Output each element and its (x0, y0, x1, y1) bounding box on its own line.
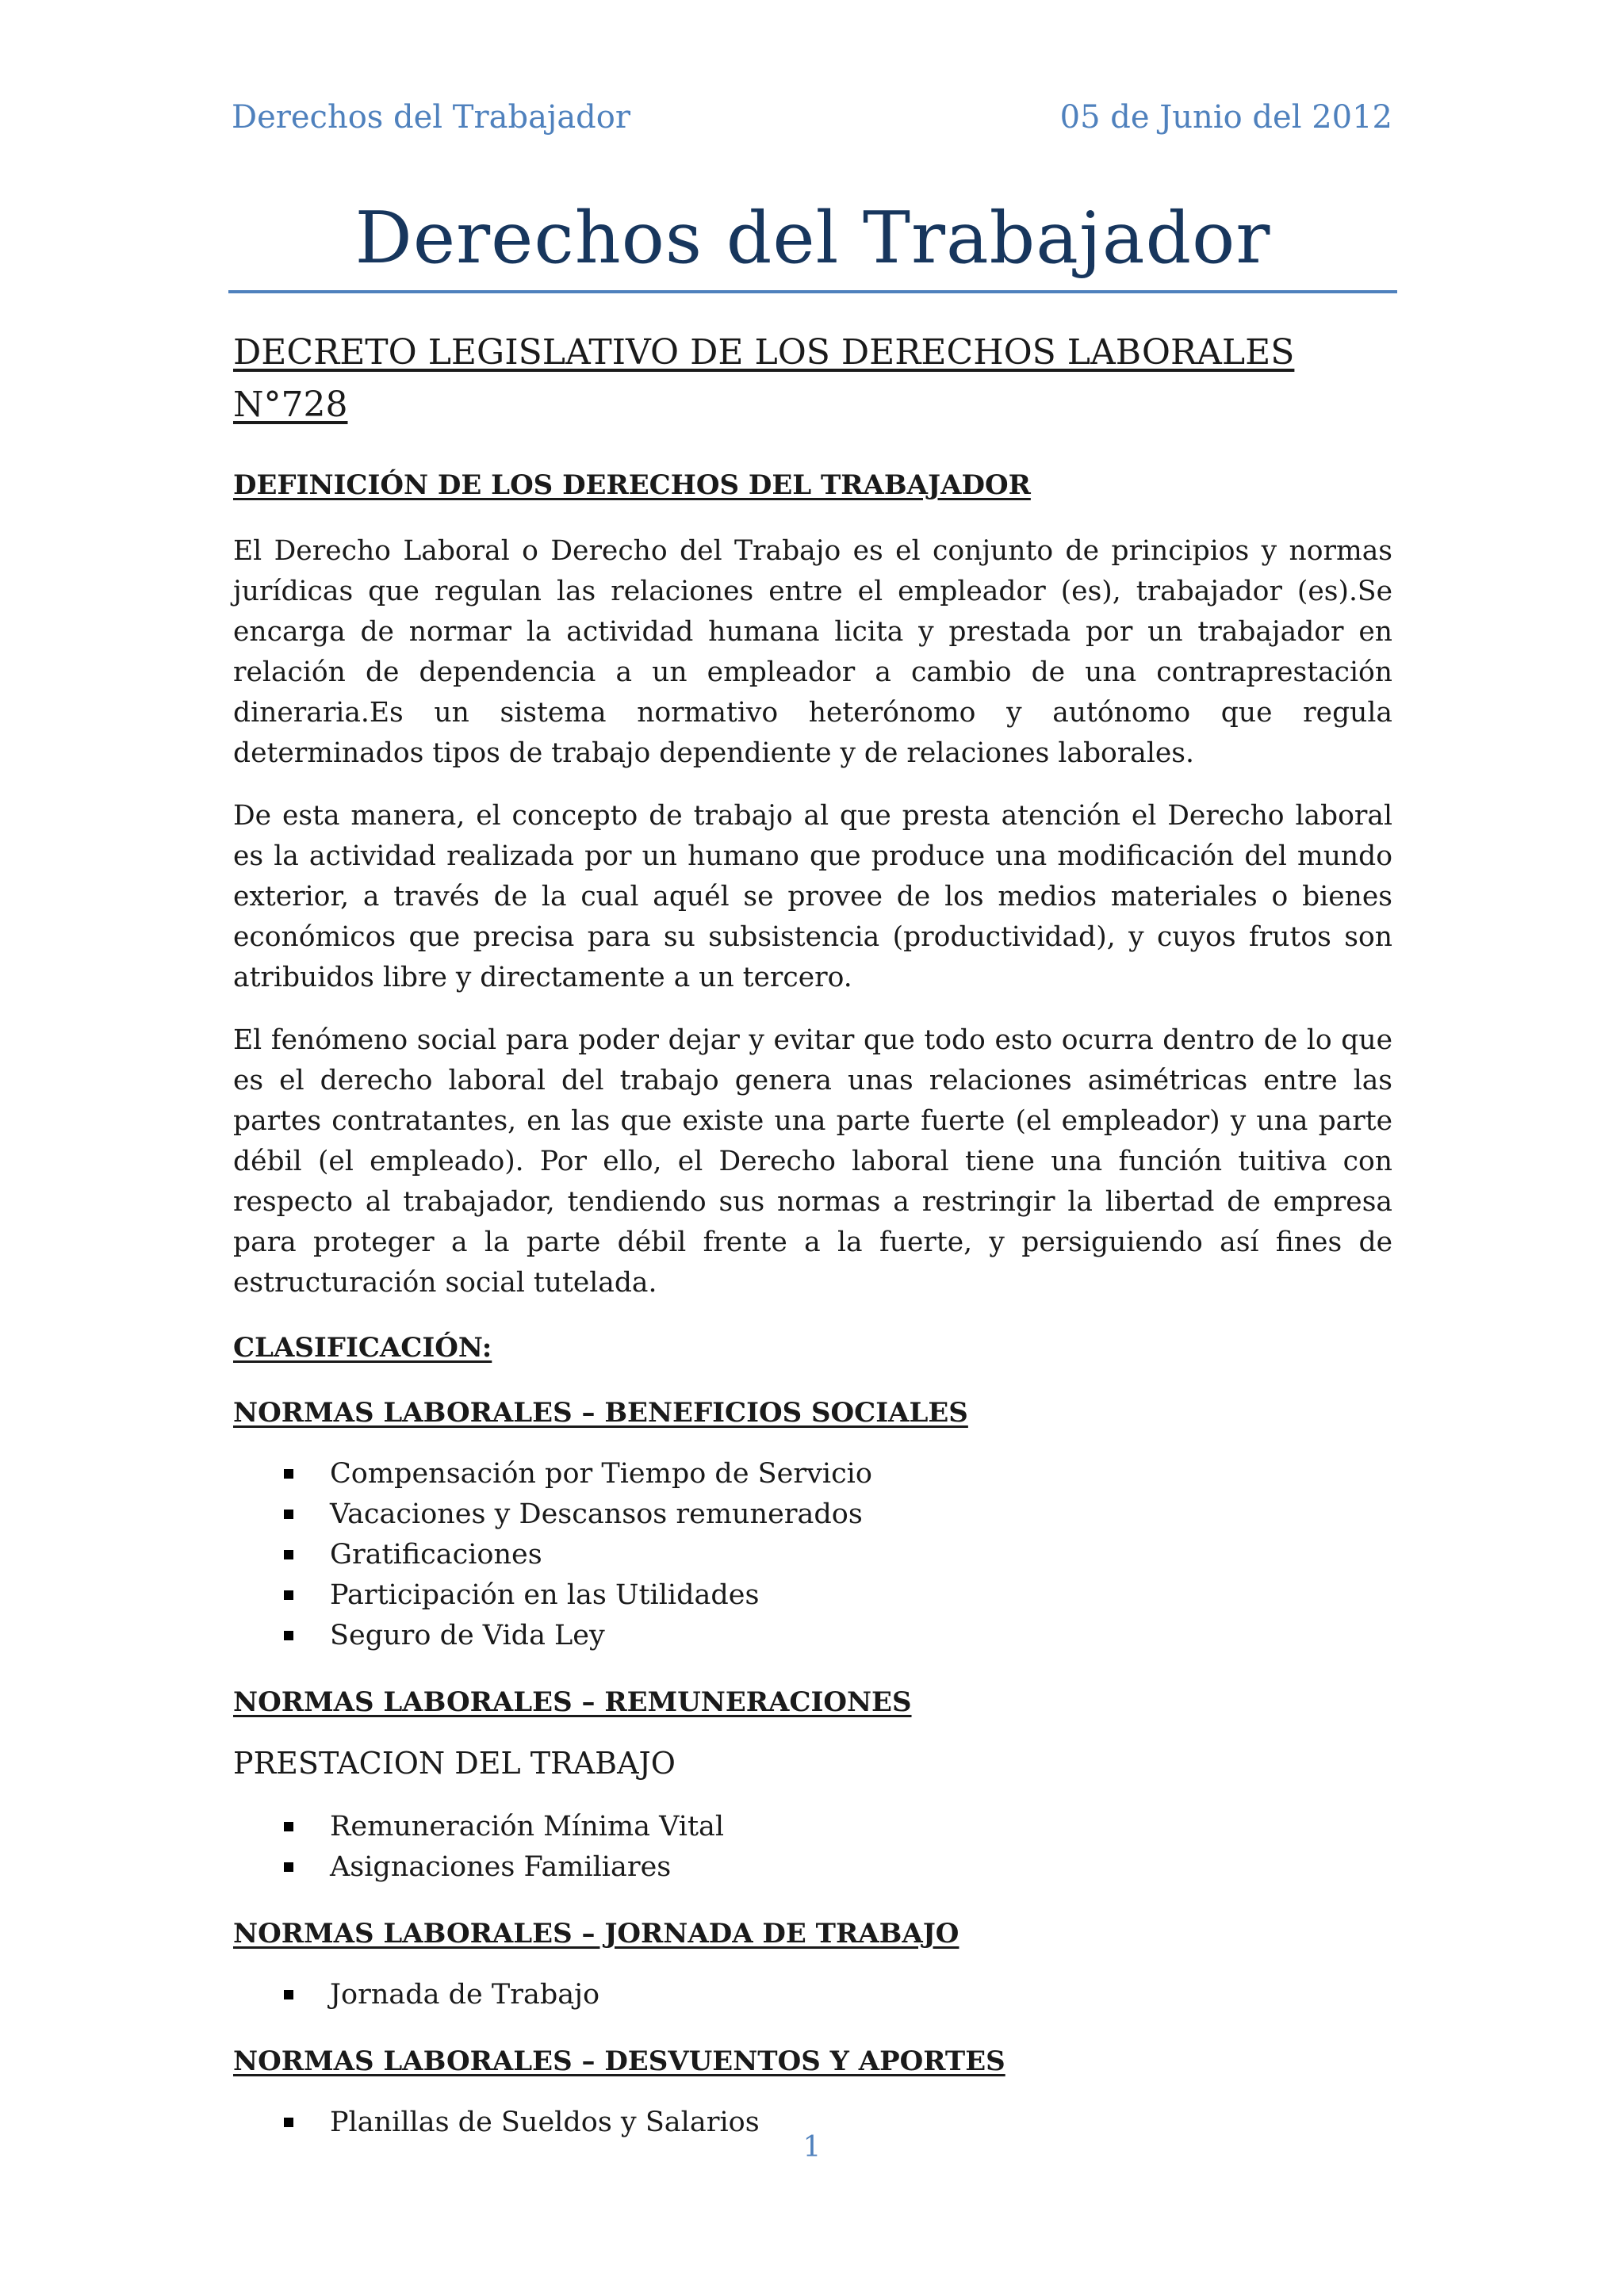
descuentos-heading: NORMAS LABORALES – DESVUENTOS Y APORTES (233, 2045, 1005, 2077)
remuneraciones-heading: NORMAS LABORALES – REMUNERACIONES (233, 1686, 912, 1718)
document-title: Derechos del Trabajador (354, 197, 1271, 280)
list-item (284, 1616, 1392, 1656)
header-left-title: Derechos del Trabajador (232, 99, 630, 136)
square-bullet-icon (284, 1631, 293, 1640)
list-item (284, 1535, 1392, 1575)
list-item-text: Gratificaciones (330, 1539, 542, 1571)
square-bullet-icon (284, 2118, 293, 2127)
jornada-list (233, 1975, 1392, 2015)
list-item (284, 1575, 1392, 1616)
title-block (228, 189, 1397, 293)
square-bullet-icon (284, 1990, 293, 1999)
running-header (232, 95, 1392, 140)
square-bullet-icon (284, 1550, 293, 1559)
prestacion-subheading: PRESTACION DEL TRABAJO (233, 1746, 676, 1781)
square-bullet-icon (284, 1510, 293, 1519)
definition-paragraph: El Derecho Laboral o Derecho del Trabajo es el conjunto de principios y normas jurídicas que regulan las relaciones entre el empleador (es), trabajador (es).Se encarga de normar la actividad humana licita y prestada por un trabajador en relación de dependencia a un empleador a cambio de una contraprestación dineraria.Es un sistema normativo heterónomo y autónomo que regula determinados tipos de trabajo dependiente y de relaciones laborales. (233, 535, 1392, 769)
classification-heading: CLASIFICACIÓN: (233, 1332, 492, 1364)
list-item-text: Asignaciones Familiares (330, 1851, 672, 1883)
beneficios-list (233, 1454, 1392, 1656)
header-date: 05 de Junio del 2012 (1059, 99, 1392, 136)
square-bullet-icon (284, 1822, 293, 1831)
list-item-text: Planillas de Sueldos y Salarios (330, 2107, 760, 2138)
square-bullet-icon (284, 1469, 293, 1479)
list-item-text: Remuneración Mínima Vital (330, 1811, 725, 1843)
page-number: 1 (802, 2131, 822, 2164)
list-item (284, 1975, 1392, 2015)
list-item-text: Compensación por Tiempo de Servicio (330, 1458, 872, 1490)
list-item-text: Seguro de Vida Ley (330, 1620, 605, 1651)
document-body (233, 327, 1392, 2167)
definition-paragraph: El fenómeno social para poder dejar y evitar que todo esto ocurra dentro de lo que es el derecho laboral del trabajo genera unas relaciones asimétricas entre las partes contratantes, en las que existe una parte fuerte (el empleador) y una parte débil (el empleado). Por ello, el Derecho laboral tiene una función tuitiva con respecto al trabajador, tendiendo sus normas a restringir la libertad de empresa para proteger a la parte débil frente a la fuerte, y persiguiendo así fines de estructuración social tutelada. (233, 1024, 1392, 1299)
list-item-text: Jornada de Trabajo (330, 1979, 600, 2011)
square-bullet-icon (284, 1862, 293, 1872)
list-item (284, 1807, 1392, 1847)
list-item (284, 1847, 1392, 1888)
square-bullet-icon (284, 1590, 293, 1600)
remuneraciones-list (233, 1807, 1392, 1888)
jornada-heading: NORMAS LABORALES – JORNADA DE TRABAJO (233, 1918, 959, 1950)
list-item-text: Vacaciones y Descansos remunerados (330, 1498, 863, 1530)
list-item (284, 1454, 1392, 1494)
beneficios-heading: NORMAS LABORALES – BENEFICIOS SOCIALES (233, 1397, 968, 1429)
definition-heading: DEFINICIÓN DE LOS DERECHOS DEL TRABAJADOR (233, 469, 1031, 501)
list-item-text: Participación en las Utilidades (330, 1579, 760, 1611)
definition-paragraph: De esta manera, el concepto de trabajo al que presta atención el Derecho laboral es la actividad realizada por un humano que produce una modificación del mundo exterior, a través de la cual aquél se provee de los medios materiales o bienes económicos que precisa para su subsistencia (productividad), y cuyos frutos son atribuidos libre y directamente a un tercero. (233, 800, 1392, 993)
list-item (284, 1494, 1392, 1535)
decree-heading: DECRETO LEGISLATIVO DE LOS DERECHOS LABORALES N°728 (233, 332, 1295, 425)
